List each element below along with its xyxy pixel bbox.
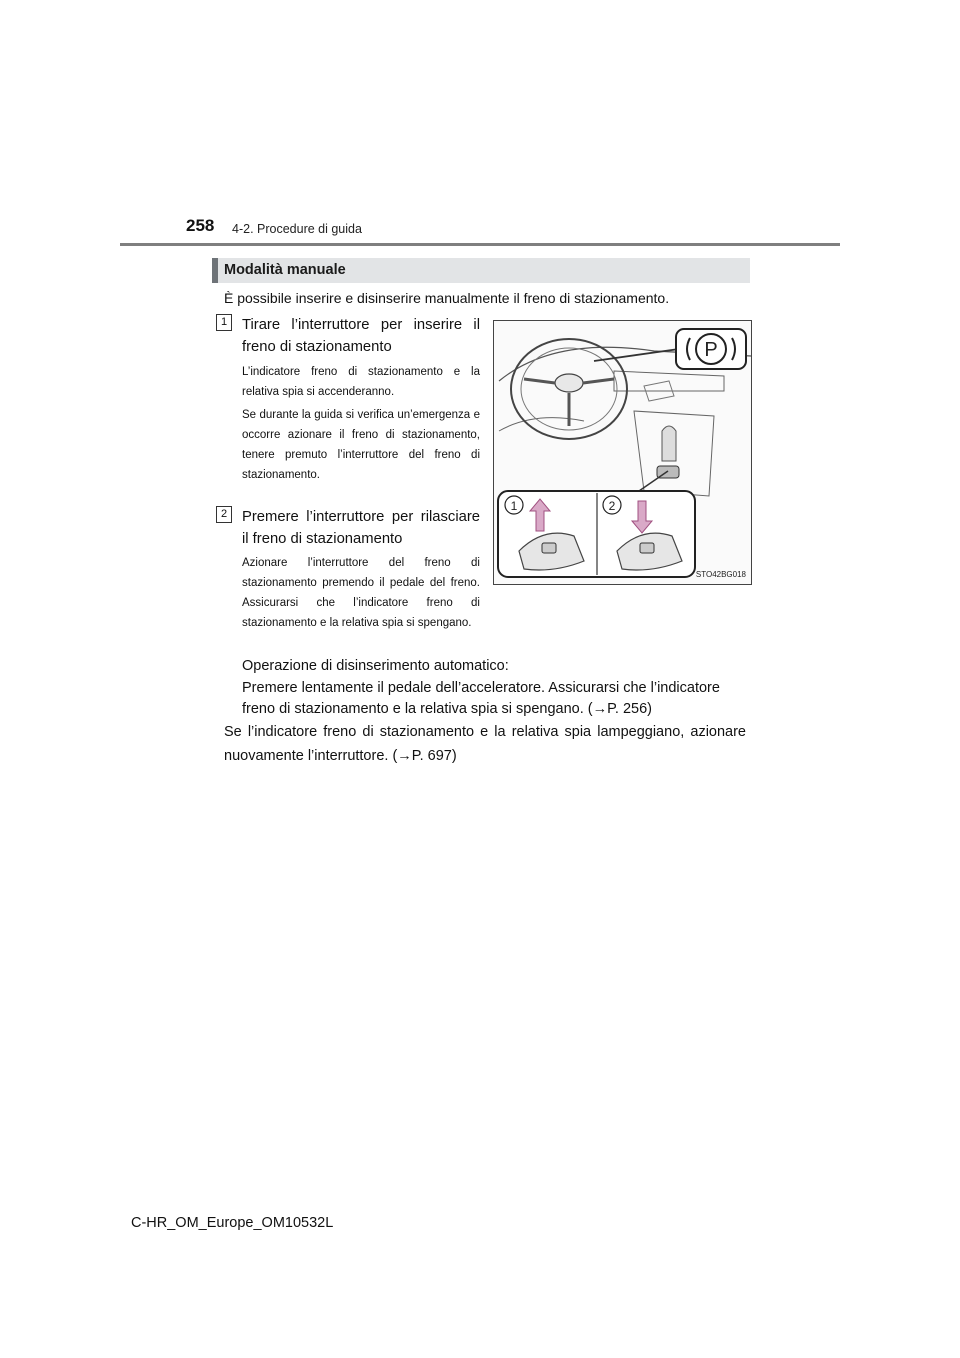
figure-code: STO42BG018 [695,570,746,579]
dashboard-drawing [494,321,751,584]
auto-release-text: Premere lentamente il pedale dell’acceleratore. Assicurarsi che l’indicatore freno di stazionamento e la relativa spia si spengano. (→P. 256) [242,680,720,717]
document-footer: C-HR_OM_Europe_OM10532L [131,1215,334,1231]
parking-symbol: P [704,339,718,361]
auto-release-title: Operazione di disinserimento automatico: [242,658,509,674]
parking-brake-illustration [493,320,752,585]
callout-2: 2 [608,499,616,513]
step-1-note-1: L’indicatore freno di stazionamento e la relativa spia si accenderanno. [242,366,480,398]
step-1-title: Tirare l’interruttore per inserire il freno di stazionamento [242,317,480,355]
step-1-note-2: Se durante la guida si verifica un’emergenza e occorre azionare il freno di stazionamento, tenere premuto l’interruttore del freno di stazionamento. [242,409,480,481]
callout-1: 1 [510,499,518,513]
warning-text: Se l’indicatore freno di stazionamento e la relativa spia lampeggiano, azionare nuovamente l’interruttore. (→P. 697) [224,724,746,764]
section-heading: Modalità manuale [224,262,346,278]
section-title: 4-2. Procedure di guida [232,222,362,236]
heading-accent [212,258,218,283]
header-divider [120,243,840,246]
step-2-title: Premere l’interruttore per rilasciare il freno di stazionamento [242,509,480,547]
step-number-2: 2 [216,506,232,523]
intro-text: È possibile inserire e disinserire manualmente il freno di stazionamento. [224,290,670,306]
step-number-1: 1 [216,314,232,331]
step-2-note: Azionare l’interruttore del freno di stazionamento premendo il pedale del freno. Assicurarsi che l’indicatore freno di stazionamento e la relativa spia si spengano. [242,557,480,629]
page-number: 258 [186,216,215,235]
